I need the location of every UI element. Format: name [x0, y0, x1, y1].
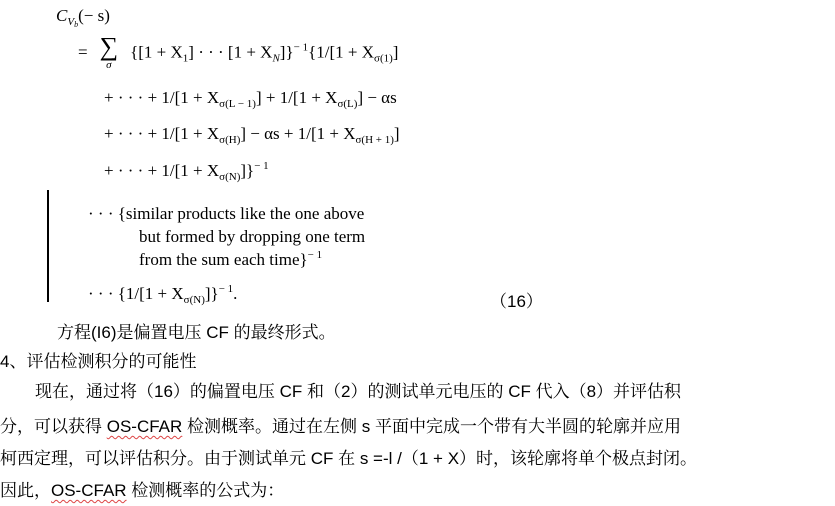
p2-line2b: 检测概率。通过在左侧 s 平面中完成一个带有大半圆的轮廓并应用 [182, 417, 681, 436]
line2-sub2: σ(L) [337, 98, 358, 110]
block-line-2 [139, 227, 365, 247]
lhs-subsub: b [74, 20, 79, 29]
paragraph-2-line-4 [0, 476, 284, 501]
line3-a: + · · · + 1/[1 + X [104, 124, 220, 143]
p2-line3-text: 柯西定理，可以评估积分。由于测试单元 CF 在 s =-l /（1 + X）时，该轮廓将单个极点封闭。 [0, 449, 698, 468]
line4-sup: − 1 [254, 160, 269, 172]
line1-tail-sub: σ(1) [374, 52, 393, 65]
equation-line-2 [104, 88, 397, 110]
equation-number [490, 287, 543, 312]
line2-a: + · · · + 1/[1 + X [104, 88, 220, 107]
line1-sub1: 1 [182, 52, 189, 65]
line1-close: ]} [279, 42, 294, 62]
equation-last-line [88, 283, 237, 306]
line4-b: ]} [240, 161, 255, 180]
paragraph-1 [57, 318, 336, 343]
equation-margin-bar [47, 190, 49, 302]
sum-glyph: ∑ [99, 32, 119, 61]
p2-line2-term: OS-CFAR [106, 417, 183, 436]
summation-symbol [98, 32, 120, 71]
line1-tail: {1/[1 + X [308, 42, 375, 62]
lhs-arg: (− s) [78, 6, 110, 25]
line3-sub1: σ(H) [219, 134, 241, 146]
block-text-1: · · · {similar products like the one above [88, 204, 365, 223]
block-text-3: from the sum each time} [139, 250, 308, 269]
p2-line4a: 因此， [0, 481, 51, 500]
p2-line4-term: OS-CFAR [51, 481, 127, 500]
last-end: . [233, 284, 238, 303]
equation-line-3 [104, 124, 400, 146]
last-a: · · · {1/[1 + X [88, 284, 184, 303]
sum-index: σ [106, 59, 112, 71]
line3-sub2: σ(H + 1) [355, 134, 394, 146]
p2-line1-text: 现在，通过将（16）的偏置电压 CF 和（2）的测试单元电压的 CF 代入（8）并评估积 [35, 382, 682, 401]
line1-mid: ] · · · [1 + X [188, 42, 273, 62]
lhs-sub: V [67, 16, 75, 28]
paragraph-2-line-2 [0, 412, 681, 437]
equation-number-text: （16） [490, 292, 543, 311]
lhs-symbol: C [56, 6, 68, 25]
block-line-1 [88, 204, 364, 224]
line4-a: + · · · + 1/[1 + X [104, 161, 220, 180]
equation-lhs [56, 6, 110, 29]
line1-end: ] [392, 42, 399, 62]
last-b: ]} [204, 284, 219, 303]
line1-subN: N [272, 52, 280, 65]
block-line-3 [139, 249, 322, 270]
paragraph-1-text: 方程(I6)是偏置电压 CF 的最终形式。 [57, 323, 336, 342]
block-sup: − 1 [307, 249, 323, 261]
line1-sup: − 1 [293, 41, 309, 54]
equals-sign: = [78, 42, 88, 62]
line2-sub1: σ(L − 1) [219, 98, 256, 110]
paragraph-2-line-3 [0, 444, 697, 469]
line2-c: ] − αs [357, 88, 397, 107]
section-heading-text: 4、评估检测积分的可能性 [0, 352, 197, 371]
line3-b: ] − αs + 1/[1 + X [240, 124, 356, 143]
last-sub: σ(N) [183, 294, 205, 306]
line4-sub: σ(N) [219, 171, 241, 183]
line3-c: ] [393, 124, 400, 143]
line2-b: ] + 1/[1 + X [255, 88, 338, 107]
equation-line-1 [78, 32, 399, 71]
p2-line2a: 分，可以获得 [0, 417, 107, 436]
p2-line4b: 检测概率的公式为： [126, 481, 285, 500]
paragraph-2-line-1 [35, 377, 681, 402]
line1-text: {[1 + X [130, 42, 183, 62]
equation-line-4 [104, 160, 269, 183]
section-heading [0, 347, 196, 372]
last-sup: − 1 [218, 283, 234, 295]
block-text-2: but formed by dropping one term [139, 227, 366, 246]
